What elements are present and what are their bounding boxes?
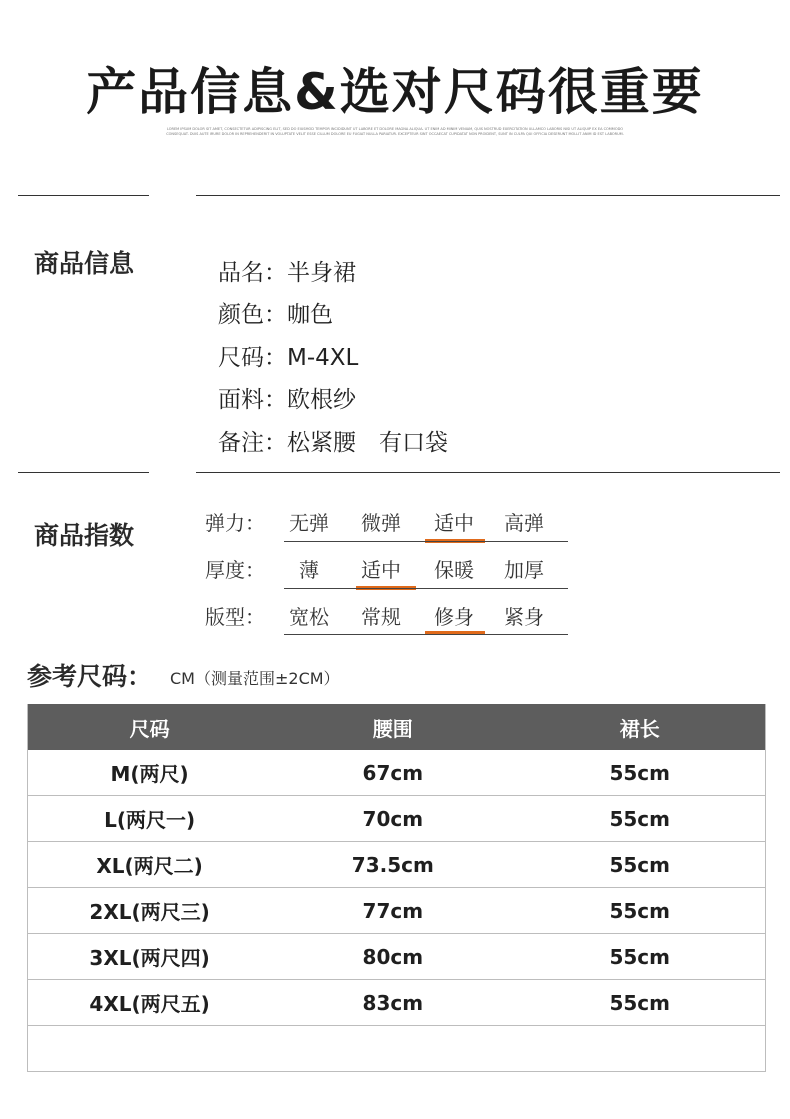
table-row [28,750,766,796]
index-label-elasticity: 弹力： [205,511,265,535]
table-row [28,980,766,1026]
size-table [27,704,766,1072]
index-row-line [284,634,568,635]
table-header-row [28,704,766,750]
cell-waist: 73.5cm [271,842,514,888]
info-label: 面料： [218,387,287,413]
size-reference-heading: 参考尺码： [27,662,153,691]
size-reference-note: CM（测量范围±2CM） [170,669,340,688]
index-option: 保暖 [434,558,474,582]
table-row [28,888,766,934]
table-row [28,796,766,842]
cell-empty [514,1026,765,1072]
cell-empty [271,1026,514,1072]
cell-size: XL(两尺二) [28,842,272,888]
index-label-fit: 版型： [205,605,265,629]
column-header-length: 裙长 [514,704,765,750]
info-row-fabric [218,381,356,414]
cell-length: 55cm [514,888,765,934]
index-row-line [284,541,568,542]
divider-left-mid [18,472,149,473]
info-value: 松紧腰 有口袋 [287,430,448,456]
cell-waist: 77cm [271,888,514,934]
index-option: 常规 [361,605,401,629]
cell-size: 3XL(两尺四) [28,934,272,980]
cell-size: 2XL(两尺三) [28,888,272,934]
fine-print: LOREM IPSUM DOLOR SIT AMET, CONSECTETUR ADIPISCING ELIT, SED DO EIUSMOD TEMPOR INCIDIDUNT UT LABORE ET DOLORE MAGNA ALIQUA. UT ENIM AD MINIM VENIAM, QUIS NOSTRUD EXERCITATION ULLAMCO LABORIS NISI UT ALIQUIP EX EA COMMODO CONSEQUAT. DUIS AUTE IRURE DOLOR IN REPREHENDERIT IN VOLUPTATE VELIT ESSE CILLUM DOLORE EU FUGIAT NULLA PARIATUR. EXCEPTEUR SINT OCCAECAT CUPIDATAT NON PROIDENT, SUNT IN CULPA QUI OFFICIA DESERUNT MOLLIT ANIM ID EST LABORUM. [166,127,624,136]
table-row [28,934,766,980]
index-label-thickness: 厚度： [205,558,265,582]
info-row-color [218,296,333,329]
cell-size: M(两尺) [28,750,272,796]
index-option: 高弹 [504,511,544,535]
divider-right-mid [196,472,780,473]
info-label: 备注： [218,430,287,456]
column-header-size: 尺码 [28,704,272,750]
cell-empty [28,1026,272,1072]
info-label: 颜色： [218,302,287,328]
index-option: 微弹 [361,511,401,535]
cell-waist: 83cm [271,980,514,1026]
cell-length: 55cm [514,796,765,842]
cell-length: 55cm [514,842,765,888]
cell-length: 55cm [514,934,765,980]
cell-length: 55cm [514,750,765,796]
index-option: 紧身 [504,605,544,629]
info-row-notes [218,424,448,457]
index-option-selected: 适中 [434,511,474,535]
divider-left-top [18,195,149,196]
page-title: 产品信息&选对尺码很重要 [86,63,704,121]
info-value: 咖色 [287,302,333,328]
product-info-heading: 商品信息 [34,249,135,278]
info-label: 尺码： [218,345,287,371]
table-row [28,842,766,888]
index-option: 无弹 [289,511,329,535]
info-value: 欧根纱 [287,387,356,413]
index-option-selected: 修身 [434,605,474,629]
index-option: 加厚 [504,558,544,582]
cell-length: 55cm [514,980,765,1026]
column-header-waist: 腰围 [271,704,514,750]
index-option-selected: 适中 [361,558,401,582]
cell-waist: 70cm [271,796,514,842]
table-row-empty [28,1026,766,1072]
cell-size: 4XL(两尺五) [28,980,272,1026]
cell-waist: 67cm [271,750,514,796]
product-index-heading: 商品指数 [34,521,135,550]
divider-right-top [196,195,780,196]
info-label: 品名： [218,260,287,286]
info-row-size [218,339,358,372]
index-option: 宽松 [289,605,329,629]
info-value: M-4XL [287,345,359,371]
info-row-name [218,254,356,287]
index-option: 薄 [299,558,319,582]
info-value: 半身裙 [287,260,356,286]
cell-size: L(两尺一) [28,796,272,842]
cell-waist: 80cm [271,934,514,980]
index-row-line [284,588,568,589]
